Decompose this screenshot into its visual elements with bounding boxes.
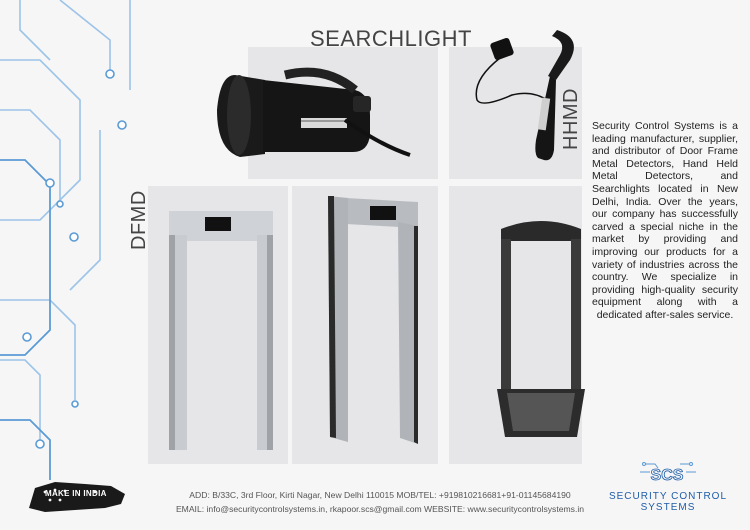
searchlight-image: [205, 60, 440, 170]
make-in-india-logo: [25, 478, 137, 516]
dfmd-image-3: [495, 215, 587, 445]
dfmd-image-2: [318, 192, 430, 447]
dfmd-image-1: [165, 205, 277, 455]
scs-logo-text: SCS: [650, 467, 684, 484]
company-name-line2: SYSTEMS: [640, 502, 696, 513]
company-description: Security Control Systems is a leading manufacturer, supplier, and distributor of Door Frame Metal Detectors, Hand Held Metal Detectors, and Searchlights located in New Delhi, India. Over the years, our company has successfully carved a special niche in the market by providing and improving our products for a variety of industries across the country. We specialize in providing high-quality security equipment along with a dedicated after-sales service.: [592, 120, 738, 321]
footer-address: ADD: B/33C, 3rd Floor, Kirti Nagar, New Delhi 110015 MOB/TEL: +919810216681+91-01145684190: [189, 490, 571, 500]
make-in-india-text: MAKE IN INDIA: [45, 489, 107, 498]
hhmd-label: HHMD: [560, 88, 582, 150]
footer-contact: EMAIL: info@securitycontrolsystems.in, rkapoor.scs@gmail.com WEBSITE: www.securitycontrolsystems.in: [175, 504, 585, 514]
company-name-line1: SECURITY CONTROL: [608, 491, 728, 502]
searchlight-label: SEARCHLIGHT: [310, 26, 472, 51]
company-name: [598, 491, 738, 513]
dfmd-label: DFMD: [128, 190, 150, 250]
